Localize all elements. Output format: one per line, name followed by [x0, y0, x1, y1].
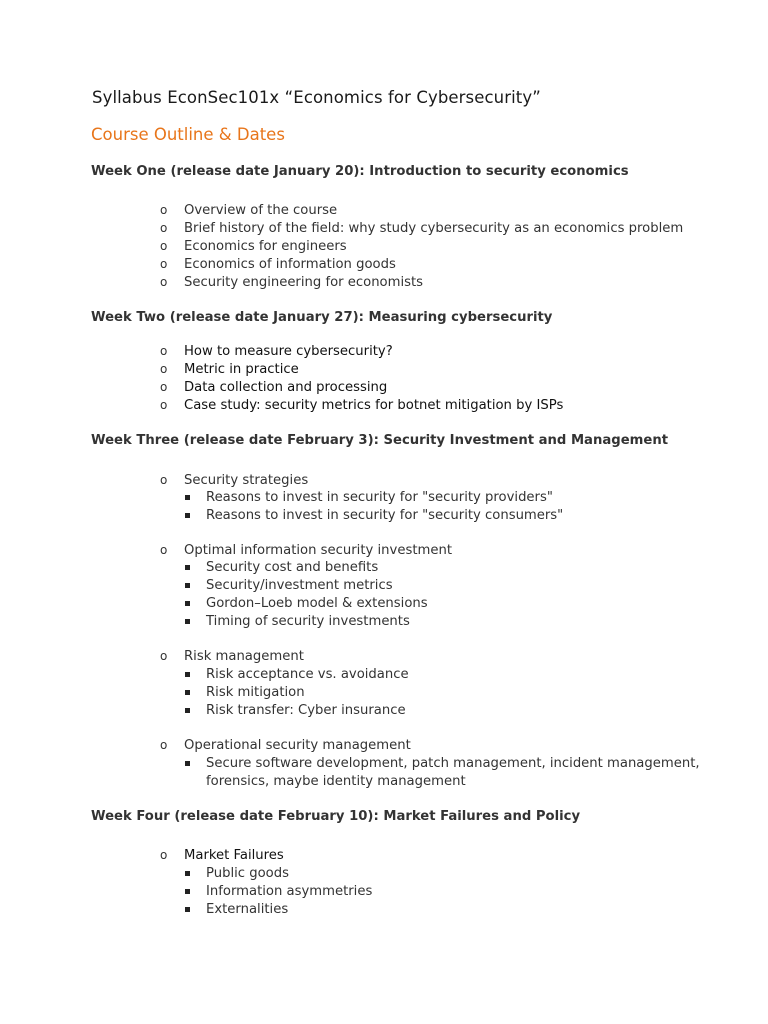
bullet-marker: [185, 583, 190, 588]
list-item: Economics of information goods: [184, 257, 396, 272]
list-marker: o: [160, 380, 168, 394]
list-item: Case study: security metrics for botnet mitigation by ISPs: [184, 398, 564, 413]
bullet-marker: [185, 513, 190, 518]
week-three-heading: Week Three (release date February 3): Security Investment and Management: [91, 433, 669, 448]
topic-label: Market Failures: [184, 848, 284, 863]
list-marker: o: [160, 649, 168, 663]
bullet-marker: [185, 495, 190, 500]
list-marker: o: [160, 344, 168, 358]
bullet-marker: [185, 871, 190, 876]
week-one-heading: Week One (release date January 20): Introduction to security economics: [91, 164, 629, 179]
section-heading: Course Outline & Dates: [91, 125, 285, 144]
bullet-marker: [185, 601, 190, 606]
list-item: Risk acceptance vs. avoidance: [206, 667, 409, 682]
list-item: Timing of security investments: [206, 614, 410, 629]
topic-label: Risk management: [184, 649, 304, 664]
list-marker: o: [160, 239, 168, 253]
list-marker: o: [160, 221, 168, 235]
list-item: Data collection and processing: [184, 380, 388, 395]
list-marker: o: [160, 203, 168, 217]
list-item: Security engineering for economists: [184, 275, 424, 290]
bullet-marker: [185, 672, 190, 677]
bullet-marker: [185, 708, 190, 713]
list-marker: o: [160, 738, 168, 752]
list-item: Secure software development, patch management, incident management,: [206, 756, 700, 771]
list-item: Public goods: [206, 866, 289, 881]
list-marker: o: [160, 362, 168, 376]
list-marker: o: [160, 543, 168, 557]
list-marker: o: [160, 275, 168, 289]
topic-label: Security strategies: [184, 473, 309, 488]
list-item: Externalities: [206, 902, 289, 917]
list-item: Information asymmetries: [206, 884, 373, 899]
topic-label: Optimal information security investment: [184, 543, 452, 558]
list-item: Brief history of the field: why study cybersecurity as an economics problem: [184, 221, 684, 236]
list-marker: o: [160, 473, 168, 487]
list-item: Reasons to invest in security for "security consumers": [206, 508, 564, 523]
list-item: Security/investment metrics: [206, 578, 393, 593]
bullet-marker: [185, 619, 190, 624]
bullet-marker: [185, 889, 190, 894]
list-item: Metric in practice: [184, 362, 299, 377]
list-item: Overview of the course: [184, 203, 338, 218]
list-marker: o: [160, 257, 168, 271]
list-marker: o: [160, 848, 168, 862]
list-item: Gordon–Loeb model & extensions: [206, 596, 428, 611]
topic-label: Operational security management: [184, 738, 411, 753]
list-item: Risk mitigation: [206, 685, 305, 700]
bullet-marker: [185, 907, 190, 912]
list-item: Economics for engineers: [184, 239, 347, 254]
bullet-marker: [185, 565, 190, 570]
list-item-continuation: forensics, maybe identity management: [206, 774, 466, 789]
list-marker: o: [160, 398, 168, 412]
list-item: Risk transfer: Cyber insurance: [206, 703, 406, 718]
list-item: How to measure cybersecurity?: [184, 344, 393, 359]
bullet-marker: [185, 761, 190, 766]
list-item: Reasons to invest in security for "security providers": [206, 490, 553, 505]
list-item: Security cost and benefits: [206, 560, 379, 575]
week-four-heading: Week Four (release date February 10): Market Failures and Policy: [91, 809, 581, 824]
bullet-marker: [185, 690, 190, 695]
week-two-heading: Week Two (release date January 27): Measuring cybersecurity: [91, 310, 553, 325]
document-title: Syllabus EconSec101x “Economics for Cybersecurity”: [92, 88, 541, 107]
